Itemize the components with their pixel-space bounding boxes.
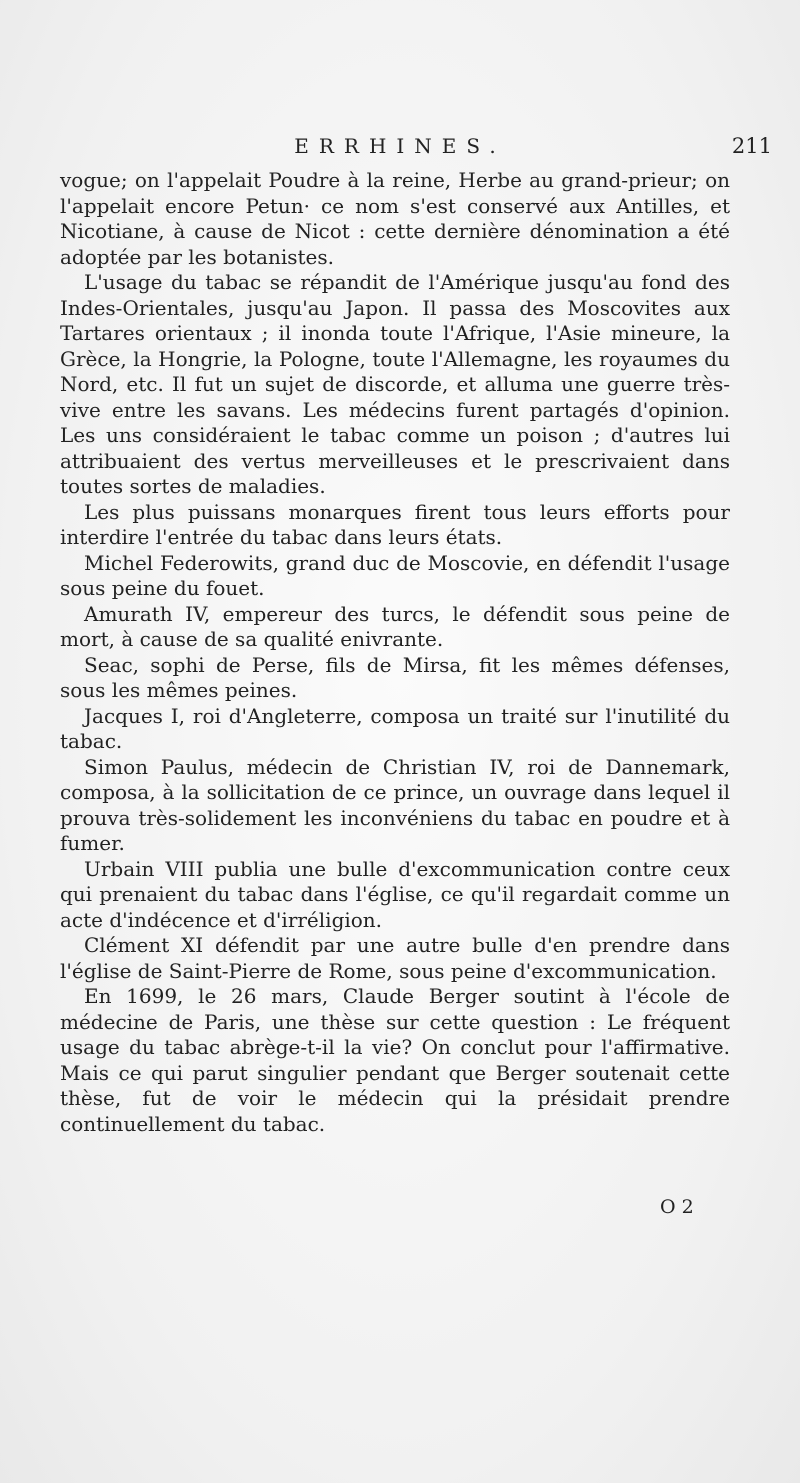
page-number: 211 [731,134,772,158]
body-text [60,168,730,1137]
running-head: ERRHINES. [294,134,506,158]
paragraph: Jacques I, roi d'Angleterre, composa un traité sur l'inutilité du tabac. [60,703,730,753]
paragraph: En 1699, le 26 mars, Claude Berger soutint à l'école de médecine de Paris, une thèse sur cette question : Le fréquent usage du tabac abrège-t-il la vie? On conclut pour l'affirmative. Mais ce qui parut singulier pendant que Berger soutenait cette thèse, fut de voir le médecin qui la présidait prendre continuellement du tabac. [60,984,730,1136]
paragraph: Simon Paulus, médecin de Christian IV, roi de Dannemark, composa, à la sollicitation de ce prince, un ouvrage dans lequel il prouva très-solidement les inconvéniens du tabac en poudre et à fumer. [60,754,730,855]
paragraph: Michel Federowits, grand duc de Moscovie, en défendit l'usage sous peine du fouet. [60,550,730,600]
signature-mark: O 2 [660,1196,694,1218]
paragraph: Amurath IV, empereur des turcs, le défendit sous peine de mort, à cause de sa qualité enivrante. [60,601,730,651]
paragraph: Urbain VIII publia une bulle d'excommunication contre ceux qui prenaient du tabac dans l'église, ce qu'il regardait comme un acte d'indécence et d'irréligion. [60,856,730,932]
paragraph: vogue; on l'appelait Poudre à la reine, Herbe au grand-prieur; on l'appelait encore Petun· ce nom s'est conservé aux Antilles, et Nicotiane, à cause de Nicot : cette dernière dénomination a été adoptée par les botanistes. [60,168,730,269]
paragraph: Les plus puissans monarques firent tous leurs efforts pour interdire l'entrée du tabac dans leurs états. [60,499,730,549]
paragraph: Clément XI défendit par une autre bulle d'en prendre dans l'église de Saint-Pierre de Rome, sous peine d'excommunication. [60,933,730,983]
page-header [0,128,800,168]
paragraph: L'usage du tabac se répandit de l'Amérique jusqu'au fond des Indes-Orientales, jusqu'au Japon. Il passa des Moscovites aux Tartares orientaux ; il inonda toute l'Afrique, l'Asie mineure, la Grèce, la Hongrie, la Pologne, toute l'Allemagne, les royaumes du Nord, etc. Il fut un sujet de discorde, et alluma une guerre très-vive entre les savans. Les médecins furent partagés d'opinion. Les uns considéraient le tabac comme un poison ; d'autres lui attribuaient des vertus merveilleuses et le prescrivaient dans toutes sortes de maladies. [60,270,730,498]
paragraph: Seac, sophi de Perse, fils de Mirsa, fit les mêmes défenses, sous les mêmes peines. [60,652,730,702]
